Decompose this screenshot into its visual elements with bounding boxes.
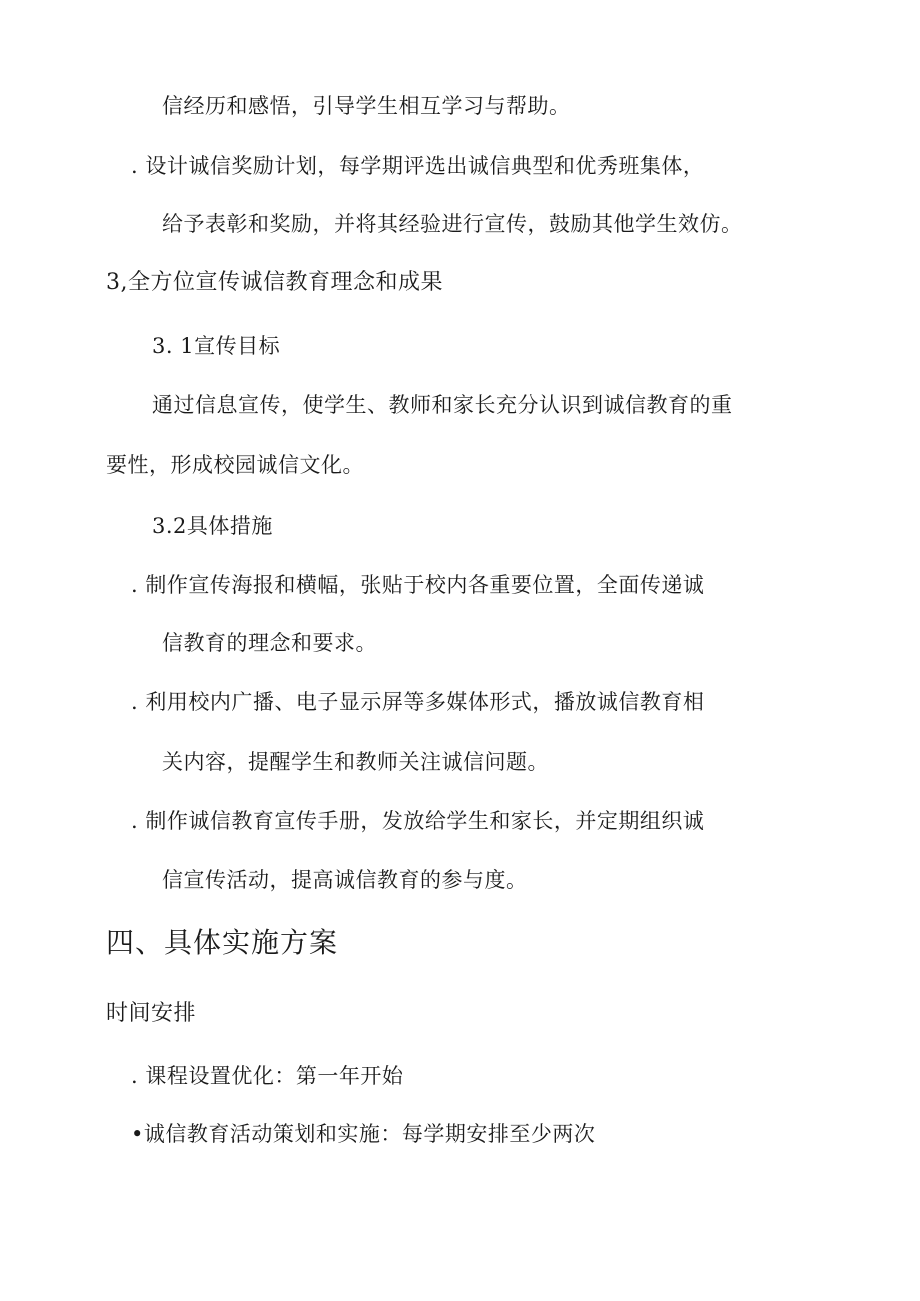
list-item-line: . 利用校内广播、电子显示屏等多媒体形式，播放诚信教育相	[131, 690, 705, 714]
paragraph-line: 要性，形成校园诚信文化。	[106, 453, 364, 477]
paragraph-line: 给予表彰和奖励，并将其经验进行宣传，鼓励其他学生效仿。	[162, 212, 743, 236]
list-item-line: •诚信教育活动策划和实施：每学期安排至少两次	[131, 1122, 596, 1146]
subsection-heading: 3.2具体措施	[152, 514, 273, 538]
paragraph-line: 信教育的理念和要求。	[162, 631, 377, 655]
subsection-heading: 3. 1宣传目标	[152, 334, 281, 358]
list-item-line: . 课程设置优化：第一年开始	[131, 1064, 404, 1088]
list-item-line: . 制作宣传海报和横幅，张贴于校内各重要位置，全面传递诚	[131, 573, 705, 597]
list-item-line: . 制作诚信教育宣传手册，发放给学生和家长，并定期组织诚	[131, 809, 705, 833]
section-heading: 时间安排	[106, 1001, 197, 1026]
chapter-heading: 四、具体实施方案	[106, 926, 339, 959]
paragraph-line: 信宣传活动，提高诚信教育的参与度。	[162, 868, 528, 892]
paragraph-line: 信经历和感悟，引导学生相互学习与帮助。	[162, 94, 571, 118]
paragraph-line: 关内容，提醒学生和教师关注诚信问题。	[162, 750, 549, 774]
paragraph-line: 通过信息宣传，使学生、教师和家长充分认识到诚信教育的重	[152, 393, 733, 417]
list-item-line: . 设计诚信奖励计划，每学期评选出诚信典型和优秀班集体，	[131, 154, 705, 178]
section-heading: 3,全方位宣传诚信教育理念和成果	[106, 270, 443, 295]
